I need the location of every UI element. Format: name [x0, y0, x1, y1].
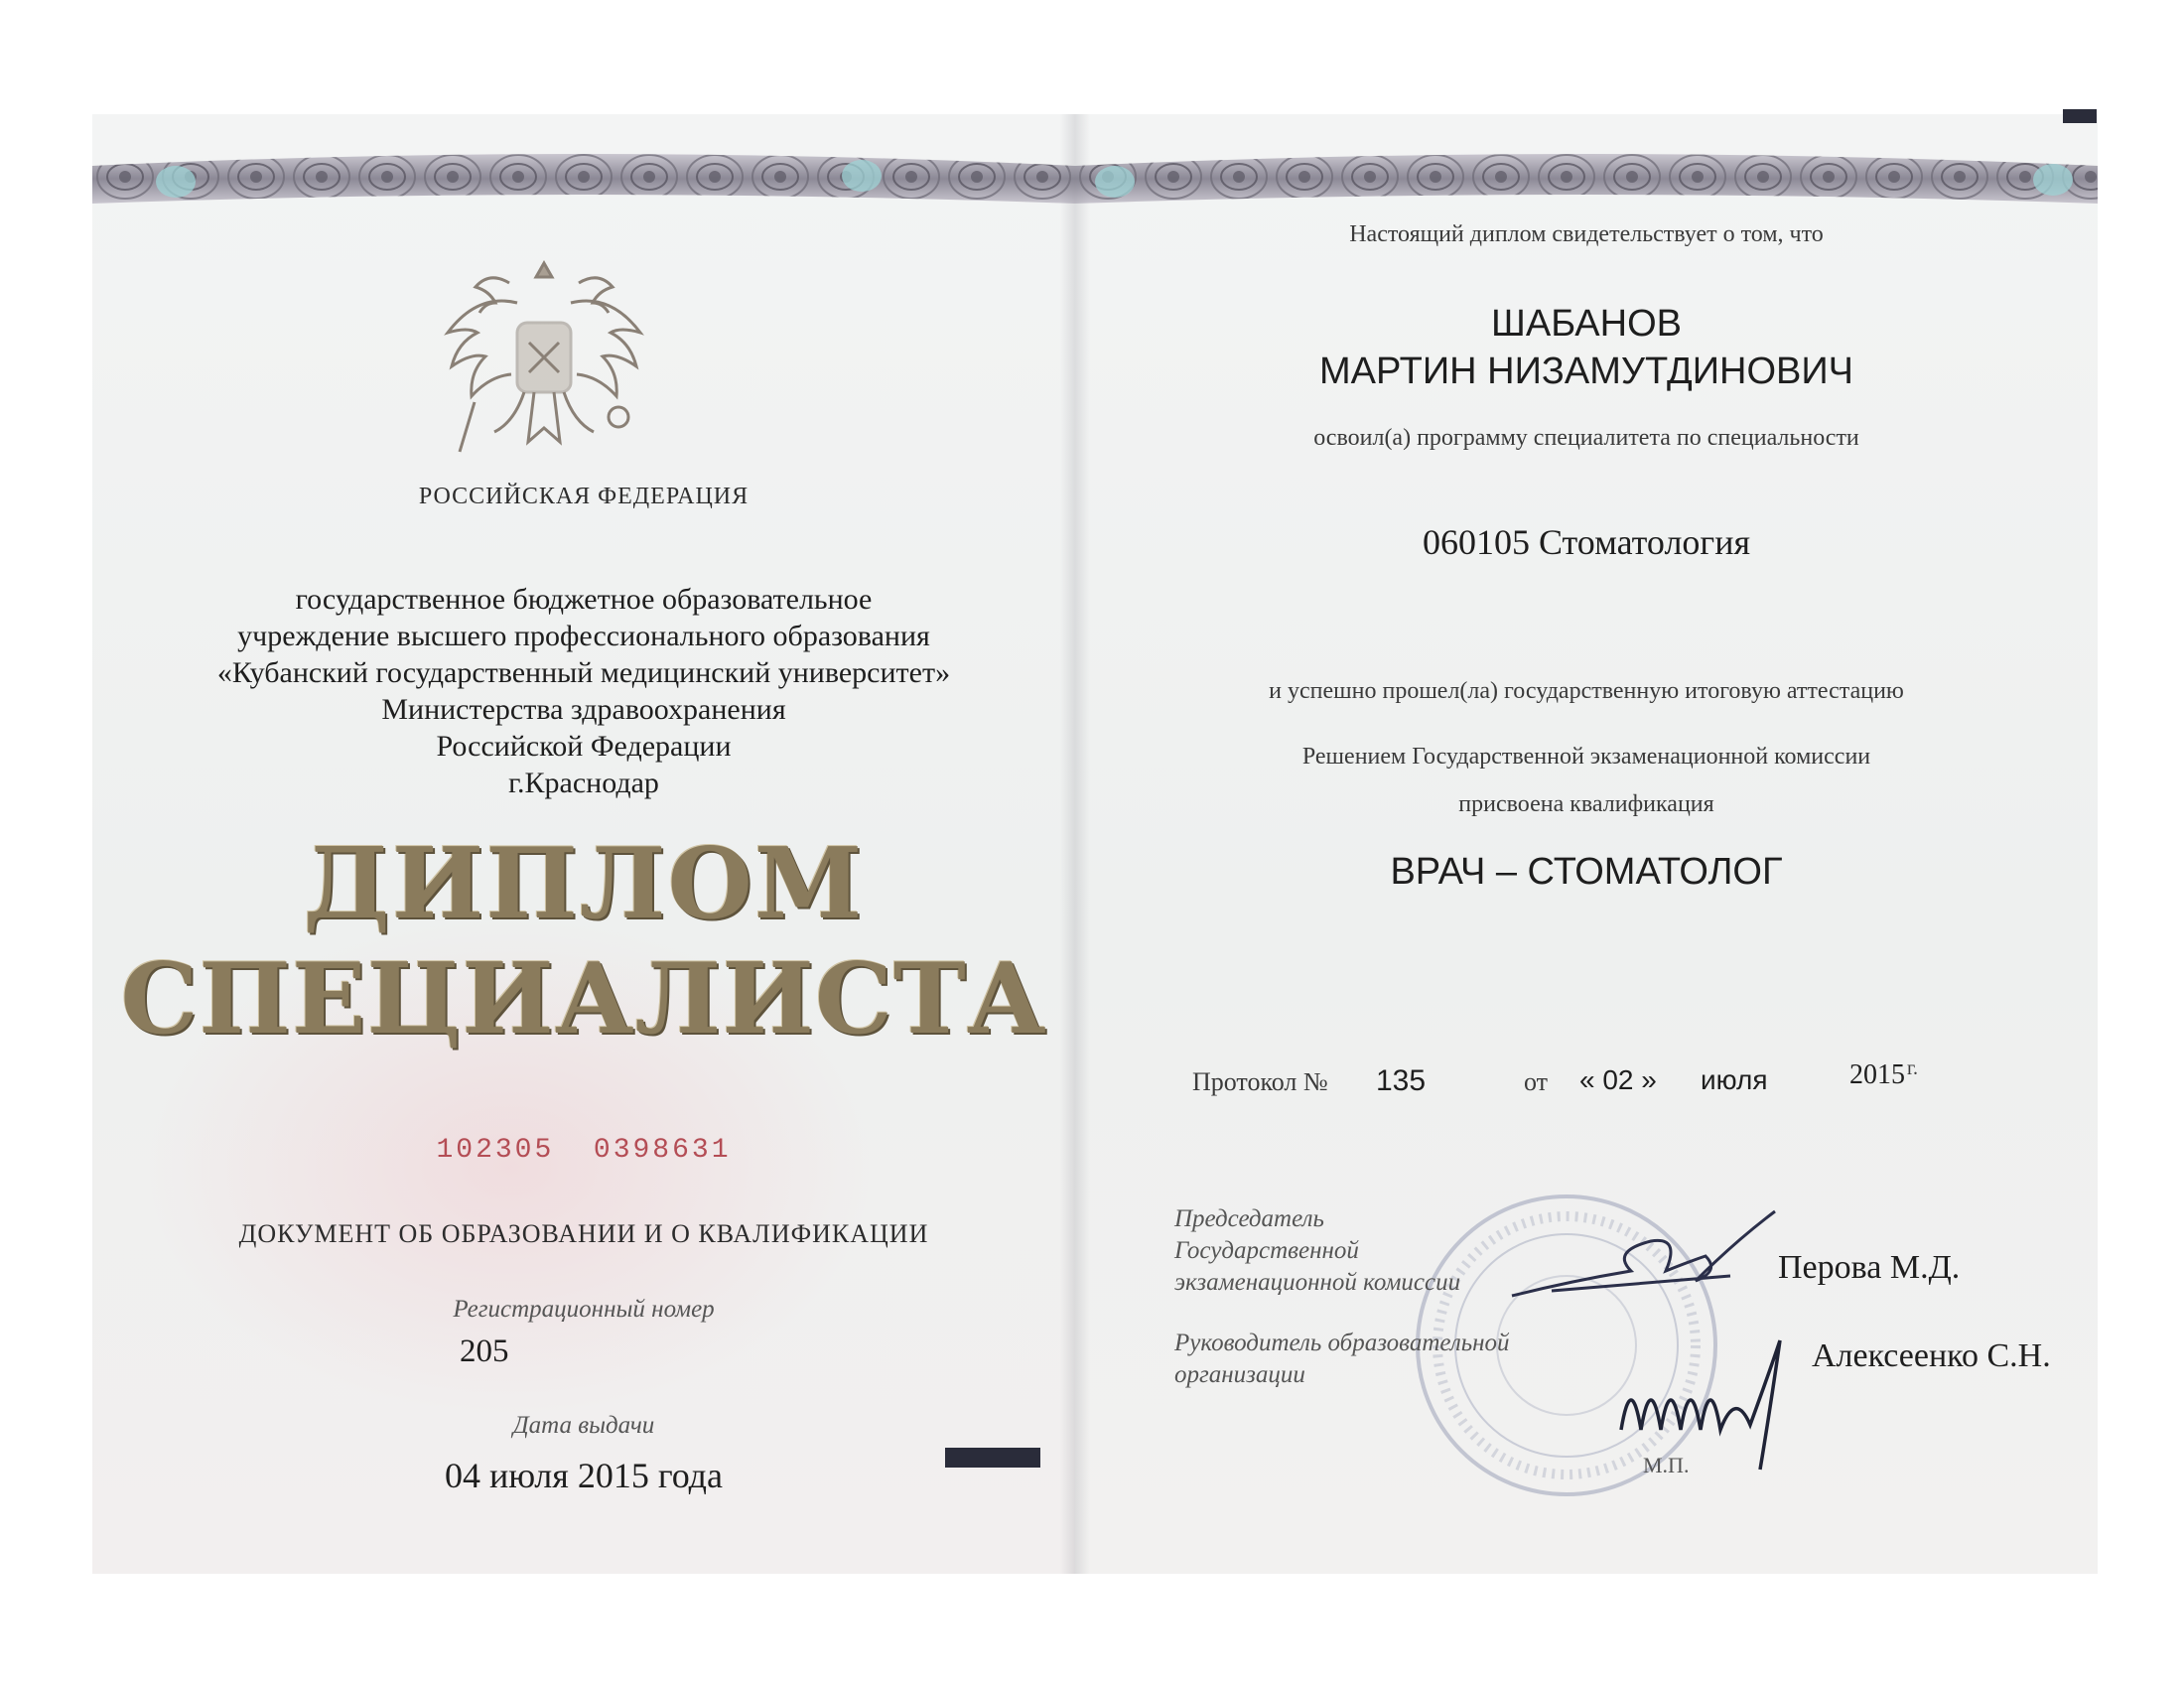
country-label: РОССИЙСКАЯ ФЕДЕРАЦИЯ — [418, 484, 750, 509]
institution-line: Министерства здравоохранения — [381, 693, 786, 726]
chair-name: Перова М.Д. — [1778, 1249, 1961, 1286]
protocol-number: 135 — [1376, 1064, 1427, 1097]
diploma-title-line2: СПЕЦИАЛИСТА — [120, 942, 1047, 1056]
institution-block — [92, 581, 1075, 801]
graduate-given-names: МАРТИН НИЗАМУТДИНОВИЧ — [1319, 351, 1853, 392]
protocol-day: « 02 » — [1579, 1064, 1657, 1095]
protocol-year: 2015 — [1849, 1059, 1905, 1090]
protocol-year-suffix: г. — [1907, 1057, 1918, 1079]
chair-label-line: Государственной — [1174, 1237, 1359, 1264]
attestation-text: и успешно прошел(ла) государственную итоговую аттестацию — [1269, 678, 1904, 704]
guilloche-band-right — [1075, 146, 2098, 208]
specialty: 060105 Стоматология — [1422, 522, 1751, 562]
registration-number: 205 — [460, 1333, 509, 1369]
protocol-label: Протокол № — [1192, 1067, 1328, 1096]
head-label — [1174, 1328, 1510, 1391]
protocol-from-label: от — [1524, 1067, 1549, 1096]
serial-number: 102305 0398631 — [436, 1135, 732, 1166]
double-headed-eagle-emblem — [440, 243, 648, 472]
diploma-title-line1: ДИПЛОМ — [303, 827, 865, 941]
assigned-text: присвоена квалификация — [1458, 791, 1714, 817]
graduate-surname: ШАБАНОВ — [1491, 303, 1682, 345]
binding-edge-bottom — [945, 1448, 1040, 1468]
book-gutter — [1060, 114, 1090, 1574]
program-text: освоил(а) программу специалитета по специальности — [1313, 425, 1859, 451]
head-label-line: организации — [1174, 1361, 1305, 1388]
seal-mark: М.П. — [1643, 1453, 1690, 1477]
institution-line: Российской Федерации — [436, 730, 732, 763]
intro-text: Настоящий диплом свидетельствует о том, что — [1349, 221, 1824, 247]
document-type: ДОКУМЕНТ ОБ ОБРАЗОВАНИИ И О КВАЛИФИКАЦИИ — [238, 1219, 929, 1248]
issue-date: 04 июля 2015 года — [445, 1456, 723, 1495]
protocol-month: июля — [1701, 1064, 1768, 1095]
chair-label — [1174, 1203, 1460, 1299]
binding-edge-right — [2063, 109, 2097, 123]
guilloche-band-left — [92, 146, 1075, 208]
qualification: ВРАЧ – СТОМАТОЛОГ — [1390, 851, 1783, 893]
institution-line: государственное бюджетное образовательное — [295, 583, 873, 616]
right-page — [1075, 114, 2098, 1574]
institution-line: «Кубанский государственный медицинский университет» — [216, 656, 951, 689]
issue-date-label: Дата выдачи — [512, 1412, 655, 1439]
left-page — [92, 114, 1075, 1574]
registration-label: Регистрационный номер — [453, 1296, 715, 1323]
institution-line: учреждение высшего профессионального образования — [237, 620, 930, 652]
diploma-spread — [92, 114, 2098, 1574]
chair-label-line: Председатель — [1174, 1205, 1324, 1232]
chair-label-line: экзаменационной комиссии — [1174, 1269, 1461, 1296]
head-name: Алексеенко С.Н. — [1812, 1337, 2051, 1374]
commission-text: Решением Государственной экзаменационной комиссии — [1301, 744, 1871, 770]
head-label-line: Руководитель образовательной — [1174, 1330, 1510, 1356]
institution-line: г.Краснодар — [508, 767, 659, 799]
